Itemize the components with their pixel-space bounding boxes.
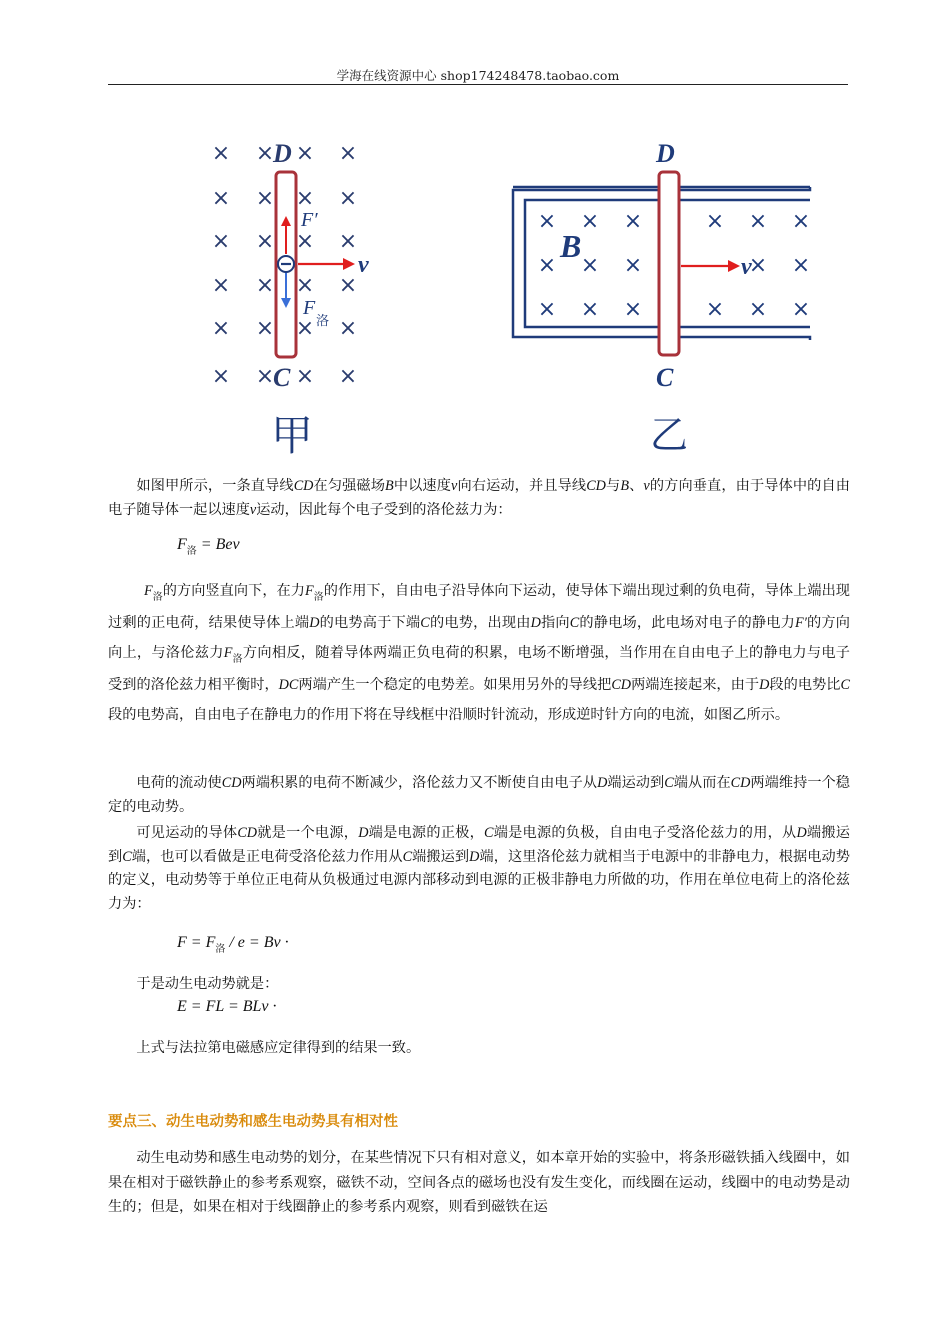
field-cross-icon: ×	[623, 253, 643, 278]
field-cross-icon: ×	[295, 186, 315, 211]
figure-left	[195, 130, 395, 460]
field-cross-icon: ×	[211, 141, 231, 166]
field-cross-icon: ×	[537, 253, 557, 278]
field-cross-icon: ×	[295, 229, 315, 254]
label-v: v	[741, 254, 752, 280]
field-cross-icon: ×	[748, 209, 768, 234]
paragraph-4: 可见运动的导体CD就是一个电源，D端是电源的正极，C端是电源的负极，自由电子受洛伦兹力的用，从D端搬运到C端，也可以看做是正电荷受洛伦兹力作用从C端搬运到D端，这里洛伦兹力就相当于电源中的非静电力，根据电动势的定义，电动势等于单位正电荷从负极通过电源内部移动到电源的正极非静电力所做的功，作用在单位电荷上的洛伦兹力为：	[108, 825, 850, 912]
figure-right	[505, 130, 835, 460]
field-cross-icon: ×	[748, 297, 768, 322]
field-cross-icon: ×	[705, 209, 725, 234]
formula-force-per-charge: $F = F_洛 / e = Bv$ ·	[177, 934, 289, 955]
field-cross-icon: ×	[211, 273, 231, 298]
field-cross-icon: ×	[338, 186, 358, 211]
field-cross-icon: ×	[255, 229, 275, 254]
field-cross-icon: ×	[748, 253, 768, 278]
caption-jia: 甲	[271, 411, 314, 460]
field-cross-icon: ×	[255, 141, 275, 166]
field-cross-icon: ×	[211, 229, 231, 254]
field-cross-icon: ×	[255, 316, 275, 341]
label-f-prime: F′	[301, 209, 318, 231]
field-cross-icon: ×	[623, 209, 643, 234]
paragraph-2: $F_洛$的方向竖直向下，在力$F_洛$的作用下，自由电子沿导体向下运动，使导体下端出现过剩的负电荷，导体上端出现过剩的正电荷，结果使导体上端D的电势高于下端C的电势，出现由D指向C的静电场，此电场对电子的静电力F′的方向向上，与洛伦兹力$F_洛$方向相反，随着导体两端正负电荷的积累，电场不断增强，当作用在自由电子上的静电力与电子受到的洛伦兹力相平衡时，DC两端产生一个稳定的电势差。如果用另外的导线把CD两端连接起来，由于D段的电势比C段的电势高，自由电子在静电力的作用下将在导线框中沿顺时针流动，形成逆时针方向的电流，如图乙所示。	[108, 583, 850, 723]
field-cross-icon: ×	[580, 297, 600, 322]
field-cross-icon: ×	[580, 253, 600, 278]
field-cross-icon: ×	[255, 186, 275, 211]
paragraph-3: 电荷的流动使CD两端积累的电荷不断减少，洛伦兹力又不断使自由电子从D端运动到C端从而在CD两端维持一个稳定的电动势。	[108, 775, 850, 815]
field-cross-icon: ×	[211, 364, 231, 389]
paragraph-6: 上式与法拉第电磁感应定律得到的结果一致。	[136, 1040, 421, 1056]
field-cross-icon: ×	[791, 297, 811, 322]
field-cross-icon: ×	[255, 273, 275, 298]
field-cross-icon: ×	[537, 209, 557, 234]
field-cross-icon: ×	[338, 364, 358, 389]
formula-lorentz-force: $F_洛$ = Bev	[177, 536, 240, 557]
velocity-arrowhead	[343, 258, 355, 270]
label-f-luo: F	[303, 297, 316, 319]
conductor-rod	[659, 172, 679, 355]
label-d: D	[273, 139, 292, 168]
header-rule	[108, 84, 848, 85]
caption-yi: 乙	[650, 413, 689, 457]
field-cross-icon: ×	[338, 141, 358, 166]
field-cross-icon: ×	[580, 209, 600, 234]
formula-motional-emf: E = FL = BLv ·	[177, 998, 277, 1015]
label-b: B	[560, 228, 582, 264]
velocity-arrowhead	[728, 260, 740, 272]
field-cross-icon: ×	[791, 253, 811, 278]
field-cross-icon: ×	[791, 209, 811, 234]
field-cross-icon: ×	[537, 297, 557, 322]
paragraph-1: 如图甲所示，一条直导线CD在匀强磁场B中以速度v向右运动，并且导线CD与B、v的方向垂直，由于导体中的自由电子随导体一起以速度v运动，因此每个电子受到的洛伦兹力为：	[108, 478, 850, 518]
field-cross-icon: ×	[338, 273, 358, 298]
field-cross-icon: ×	[295, 316, 315, 341]
label-f-luo-sub: 洛	[316, 314, 330, 329]
field-cross-icon: ×	[623, 297, 643, 322]
force-down-arrowhead	[281, 298, 291, 308]
field-cross-icon: ×	[255, 364, 275, 389]
label-c: C	[273, 363, 291, 392]
section-heading: 要点三、动生电动势和感生电动势具有相对性	[108, 1114, 398, 1130]
field-cross-icon: ×	[295, 141, 315, 166]
page-header: 学海在线资源中心 shop174248478.taobao.com	[336, 68, 620, 83]
label-d: D	[656, 139, 675, 168]
field-cross-icon: ×	[295, 364, 315, 389]
field-cross-icon: ×	[338, 316, 358, 341]
field-cross-icon: ×	[705, 297, 725, 322]
section-body: 动生电动势和感生电动势的划分，在某些情况下只有相对意义，如本章开始的实验中，将条形磁铁插入线圈中，如果在相对于磁铁静止的参考系观察，磁铁不动，空间各点的磁场也没有发生变化，而线圈在运动，线圈中的电动势是动生的；但是，如果在相对于线圈静止的参考系内观察，则看到磁铁在运	[108, 1150, 850, 1215]
field-cross-icon: ×	[295, 273, 315, 298]
paragraph-5: 于是动生电动势就是：	[136, 976, 279, 992]
field-cross-icon: ×	[211, 316, 231, 341]
label-c: C	[656, 363, 674, 392]
field-cross-icon: ×	[338, 229, 358, 254]
label-v: v	[358, 252, 369, 278]
force-up-arrowhead	[281, 216, 291, 226]
field-cross-icon: ×	[211, 186, 231, 211]
